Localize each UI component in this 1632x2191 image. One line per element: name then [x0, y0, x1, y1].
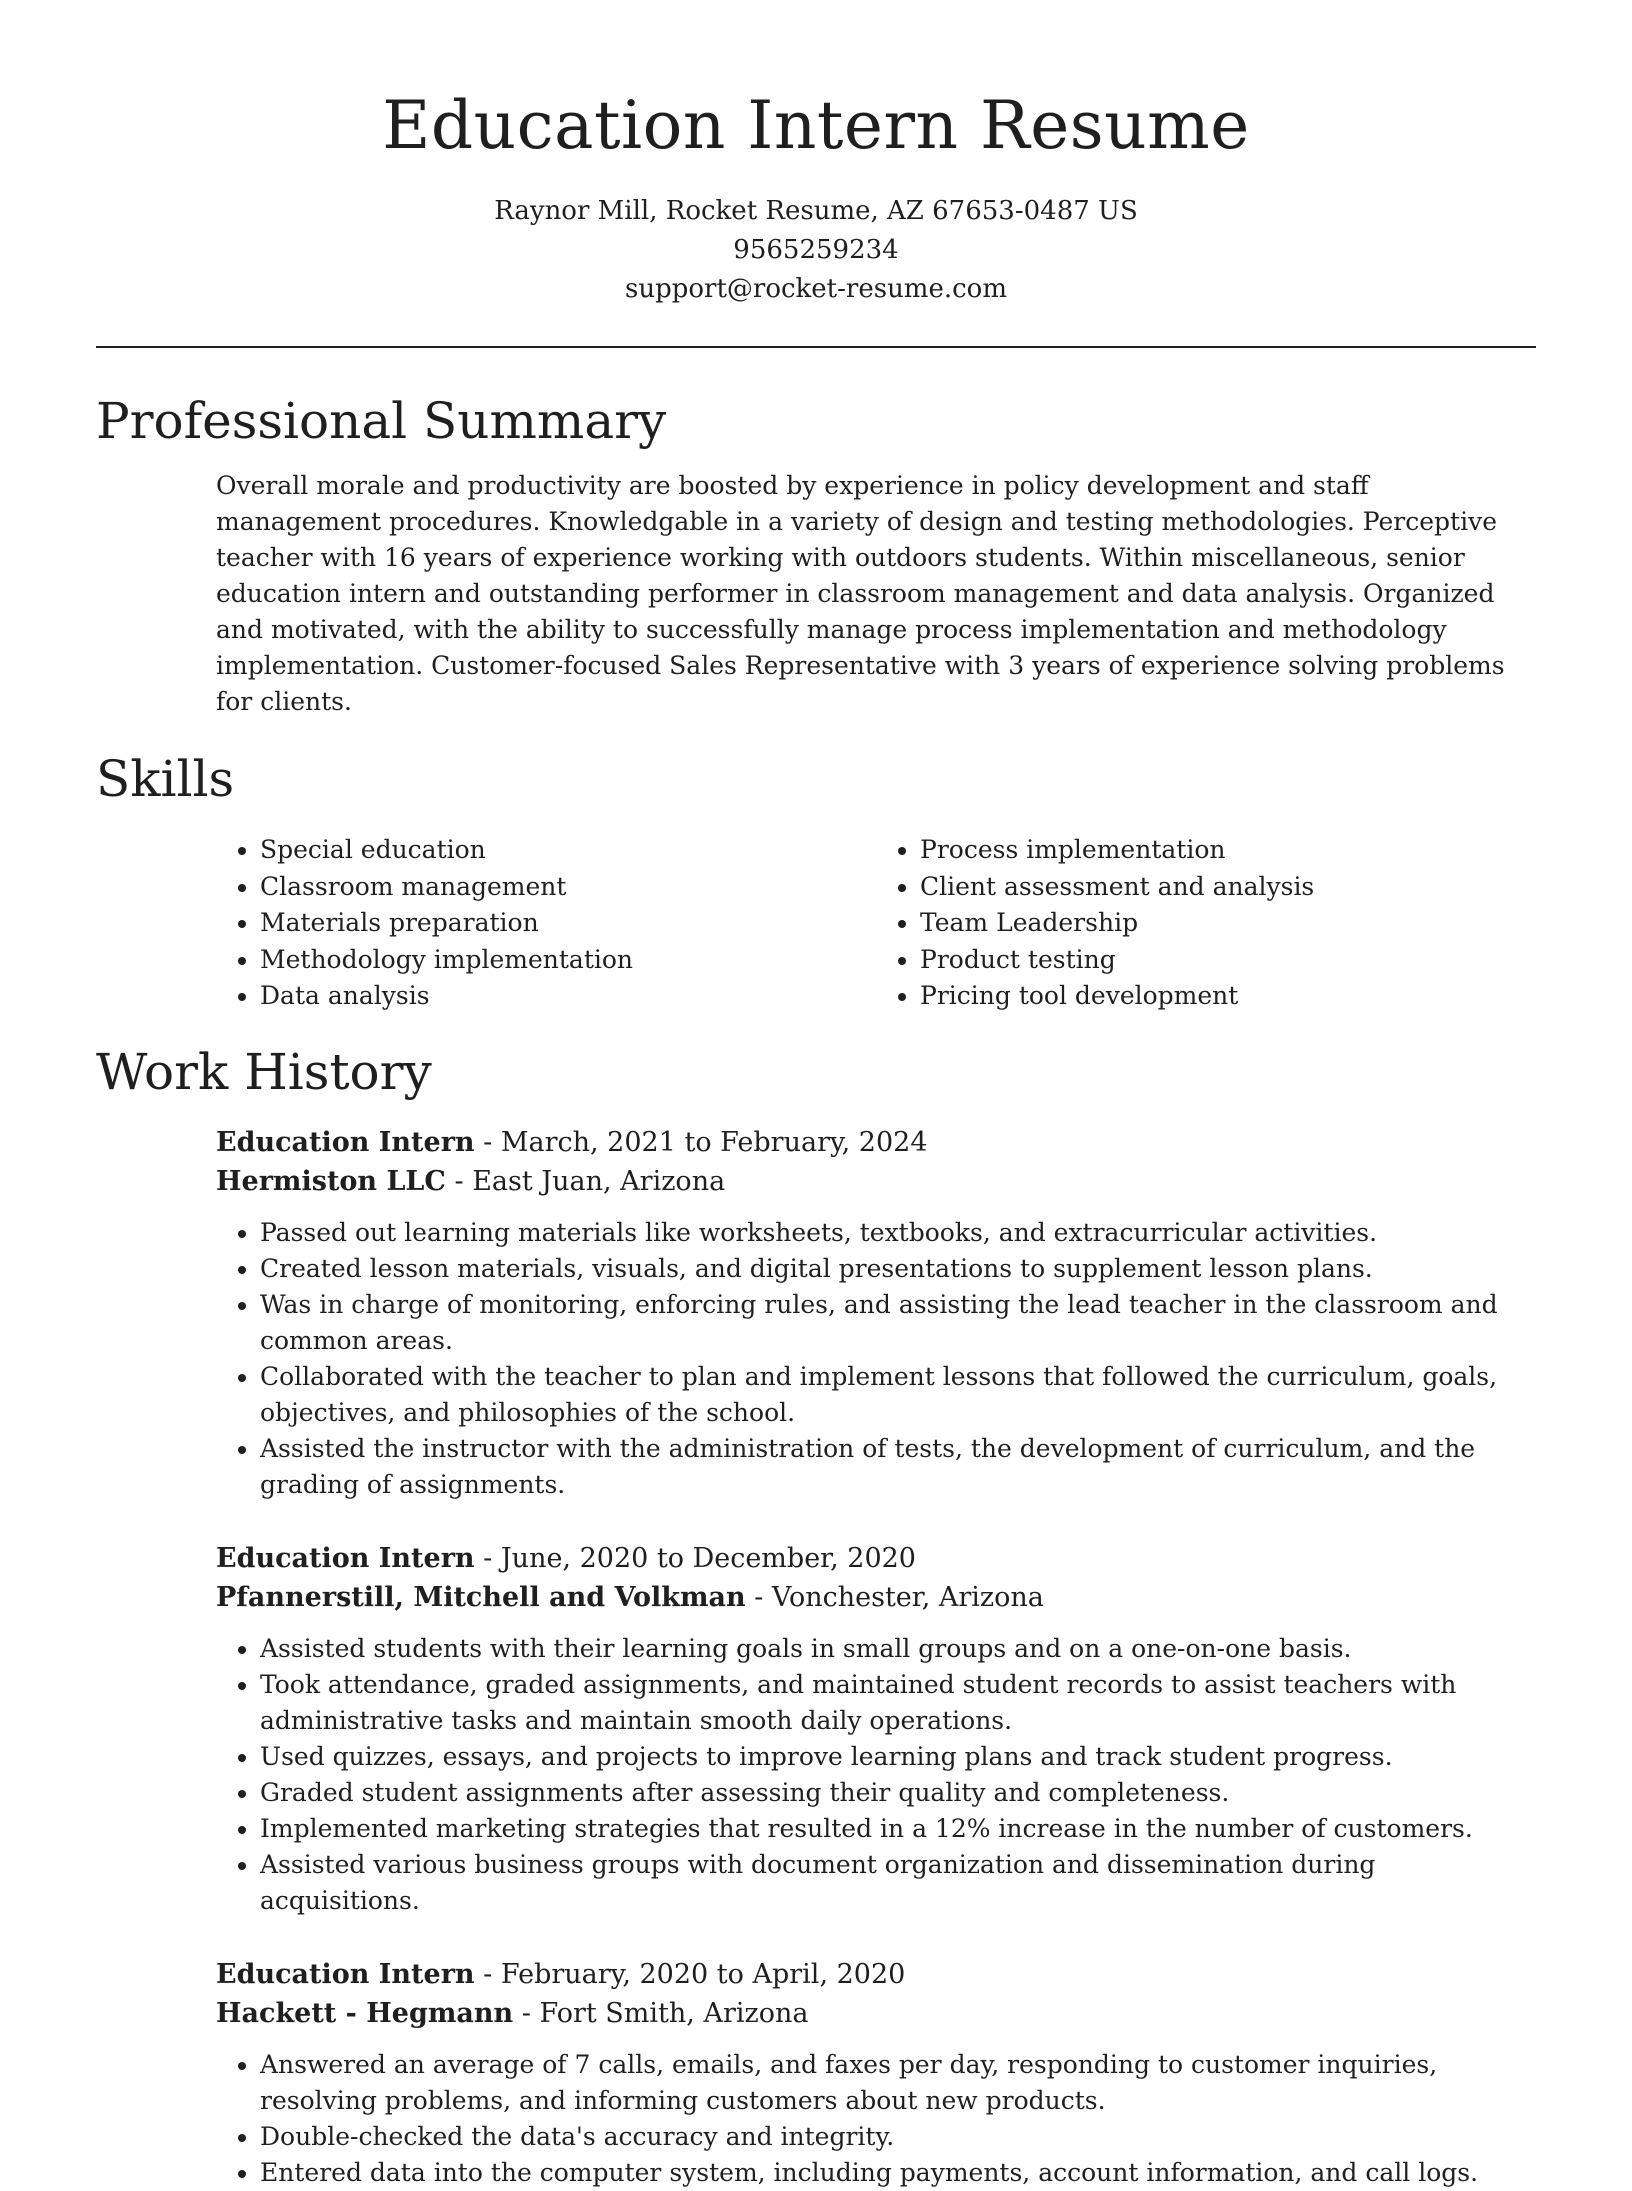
job-bullet: • Was in charge of monitoring, enforcing rules, and assisting the lead teacher in the classroom and common areas.	[260, 1287, 1536, 1359]
summary-section	[216, 468, 1536, 720]
skill-item: • Product testing	[920, 942, 1536, 979]
job-bullet: • Graded student assignments after assessing their quality and completeness.	[260, 1775, 1536, 1811]
job-bullet: • Assisted the instructor with the administration of tests, the development of curriculum, and the grading of assignments.	[260, 1431, 1536, 1503]
job-bullet: • Implemented marketing strategies that resulted in a 12% increase in the number of customers.	[260, 1811, 1536, 1847]
skills-column-left	[216, 832, 876, 1015]
job-role: Education Intern	[216, 1126, 475, 1158]
skill-item: • Materials preparation	[260, 905, 876, 942]
job-role: Education Intern	[216, 1958, 475, 1990]
job-bullet: • Double-checked the data's accuracy and integrity.	[260, 2119, 1536, 2155]
work-history-heading: Work History	[96, 1042, 432, 1101]
job-entry	[216, 1539, 1536, 1919]
skill-item: • Classroom management	[260, 869, 876, 906]
job-role: Education Intern	[216, 1542, 475, 1574]
contact-address: Raynor Mill, Rocket Resume, AZ 67653-0487 US	[494, 196, 1138, 226]
job-bullet: • Assisted various business groups with document organization and dissemination during acquisitions.	[260, 1847, 1536, 1919]
resume-page	[96, 0, 1536, 2191]
job-location: - Fort Smith, Arizona	[513, 1997, 809, 2029]
job-dates: - March, 2021 to February, 2024	[474, 1126, 928, 1158]
skills-section	[216, 832, 1536, 1015]
job-bullet: • Passed out learning materials like worksheets, textbooks, and extracurricular activities.	[260, 1215, 1536, 1251]
job-bullet: • Used quizzes, essays, and projects to improve learning plans and track student progress.	[260, 1739, 1536, 1775]
skill-item: • Client assessment and analysis	[920, 869, 1536, 906]
job-role-line	[216, 1955, 1536, 1994]
job-bullets	[216, 2047, 1536, 2191]
job-bullet: • Took attendance, graded assignments, and maintained student records to assist teachers with administrative tasks and maintain smooth daily operations.	[260, 1667, 1536, 1739]
job-location: - East Juan, Arizona	[445, 1165, 726, 1197]
job-dates: - February, 2020 to April, 2020	[474, 1958, 906, 1990]
work-history-section	[216, 1123, 1536, 2191]
job-role-line	[216, 1539, 1536, 1578]
job-bullet: • Collaborated with the teacher to plan and implement lessons that followed the curriculum, goals, objectives, and philosophies of the school.	[260, 1359, 1536, 1431]
job-bullets	[216, 1215, 1536, 1503]
contact-info	[96, 192, 1536, 309]
resume-header	[96, 0, 1536, 309]
skills-grid	[216, 832, 1536, 1015]
skill-item: • Pricing tool development	[920, 978, 1536, 1015]
resume-title: Education Intern Resume	[382, 87, 1250, 164]
skills-column-right	[876, 832, 1536, 1015]
job-bullet: • Created lesson materials, visuals, and digital presentations to supplement lesson plans.	[260, 1251, 1536, 1287]
job-company-line	[216, 1994, 1536, 2033]
skill-item: • Team Leadership	[920, 905, 1536, 942]
job-company-line	[216, 1162, 1536, 1201]
job-entry	[216, 1123, 1536, 1503]
skills-heading: Skills	[96, 750, 235, 808]
summary-heading: Professional Summary	[96, 392, 667, 450]
contact-email: support@rocket-resume.com	[624, 274, 1007, 304]
job-company: Pfannerstill, Mitchell and Volkman	[216, 1581, 746, 1613]
skill-item: • Process implementation	[920, 832, 1536, 869]
job-entry	[216, 1955, 1536, 2191]
job-role-line	[216, 1123, 1536, 1162]
job-bullet: • Entered data into the computer system, including payments, account information, and call logs.	[260, 2155, 1536, 2191]
contact-phone: 9565259234	[733, 235, 899, 265]
skill-item: • Data analysis	[260, 978, 876, 1015]
job-bullet: • Answered an average of 7 calls, emails, and faxes per day, responding to customer inquiries, resolving problems, and informing customers about new products.	[260, 2047, 1536, 2119]
header-divider	[96, 346, 1536, 348]
job-company-line	[216, 1578, 1536, 1617]
job-company: Hackett - Hegmann	[216, 1997, 514, 2029]
skill-item: • Special education	[260, 832, 876, 869]
job-dates: - June, 2020 to December, 2020	[474, 1542, 916, 1574]
job-location: - Vonchester, Arizona	[745, 1581, 1044, 1613]
job-company: Hermiston LLC	[216, 1165, 446, 1197]
job-bullet: • Assisted students with their learning goals in small groups and on a one-on-one basis.	[260, 1631, 1536, 1667]
skill-item: • Methodology implementation	[260, 942, 876, 979]
summary-text: Overall morale and productivity are boosted by experience in policy development and staff management procedures. Knowledgable in a variety of design and testing methodologies. Perceptive teacher with 16 years of experience working with outdoors students. Within miscellaneous, senior education intern and outstanding performer in classroom management and data analysis. Organized and motivated, with the ability to successfully manage process implementation and methodology implementation. Customer-focused Sales Representative with 3 years of experience solving problems for clients.	[216, 471, 1505, 716]
job-bullets	[216, 1631, 1536, 1919]
